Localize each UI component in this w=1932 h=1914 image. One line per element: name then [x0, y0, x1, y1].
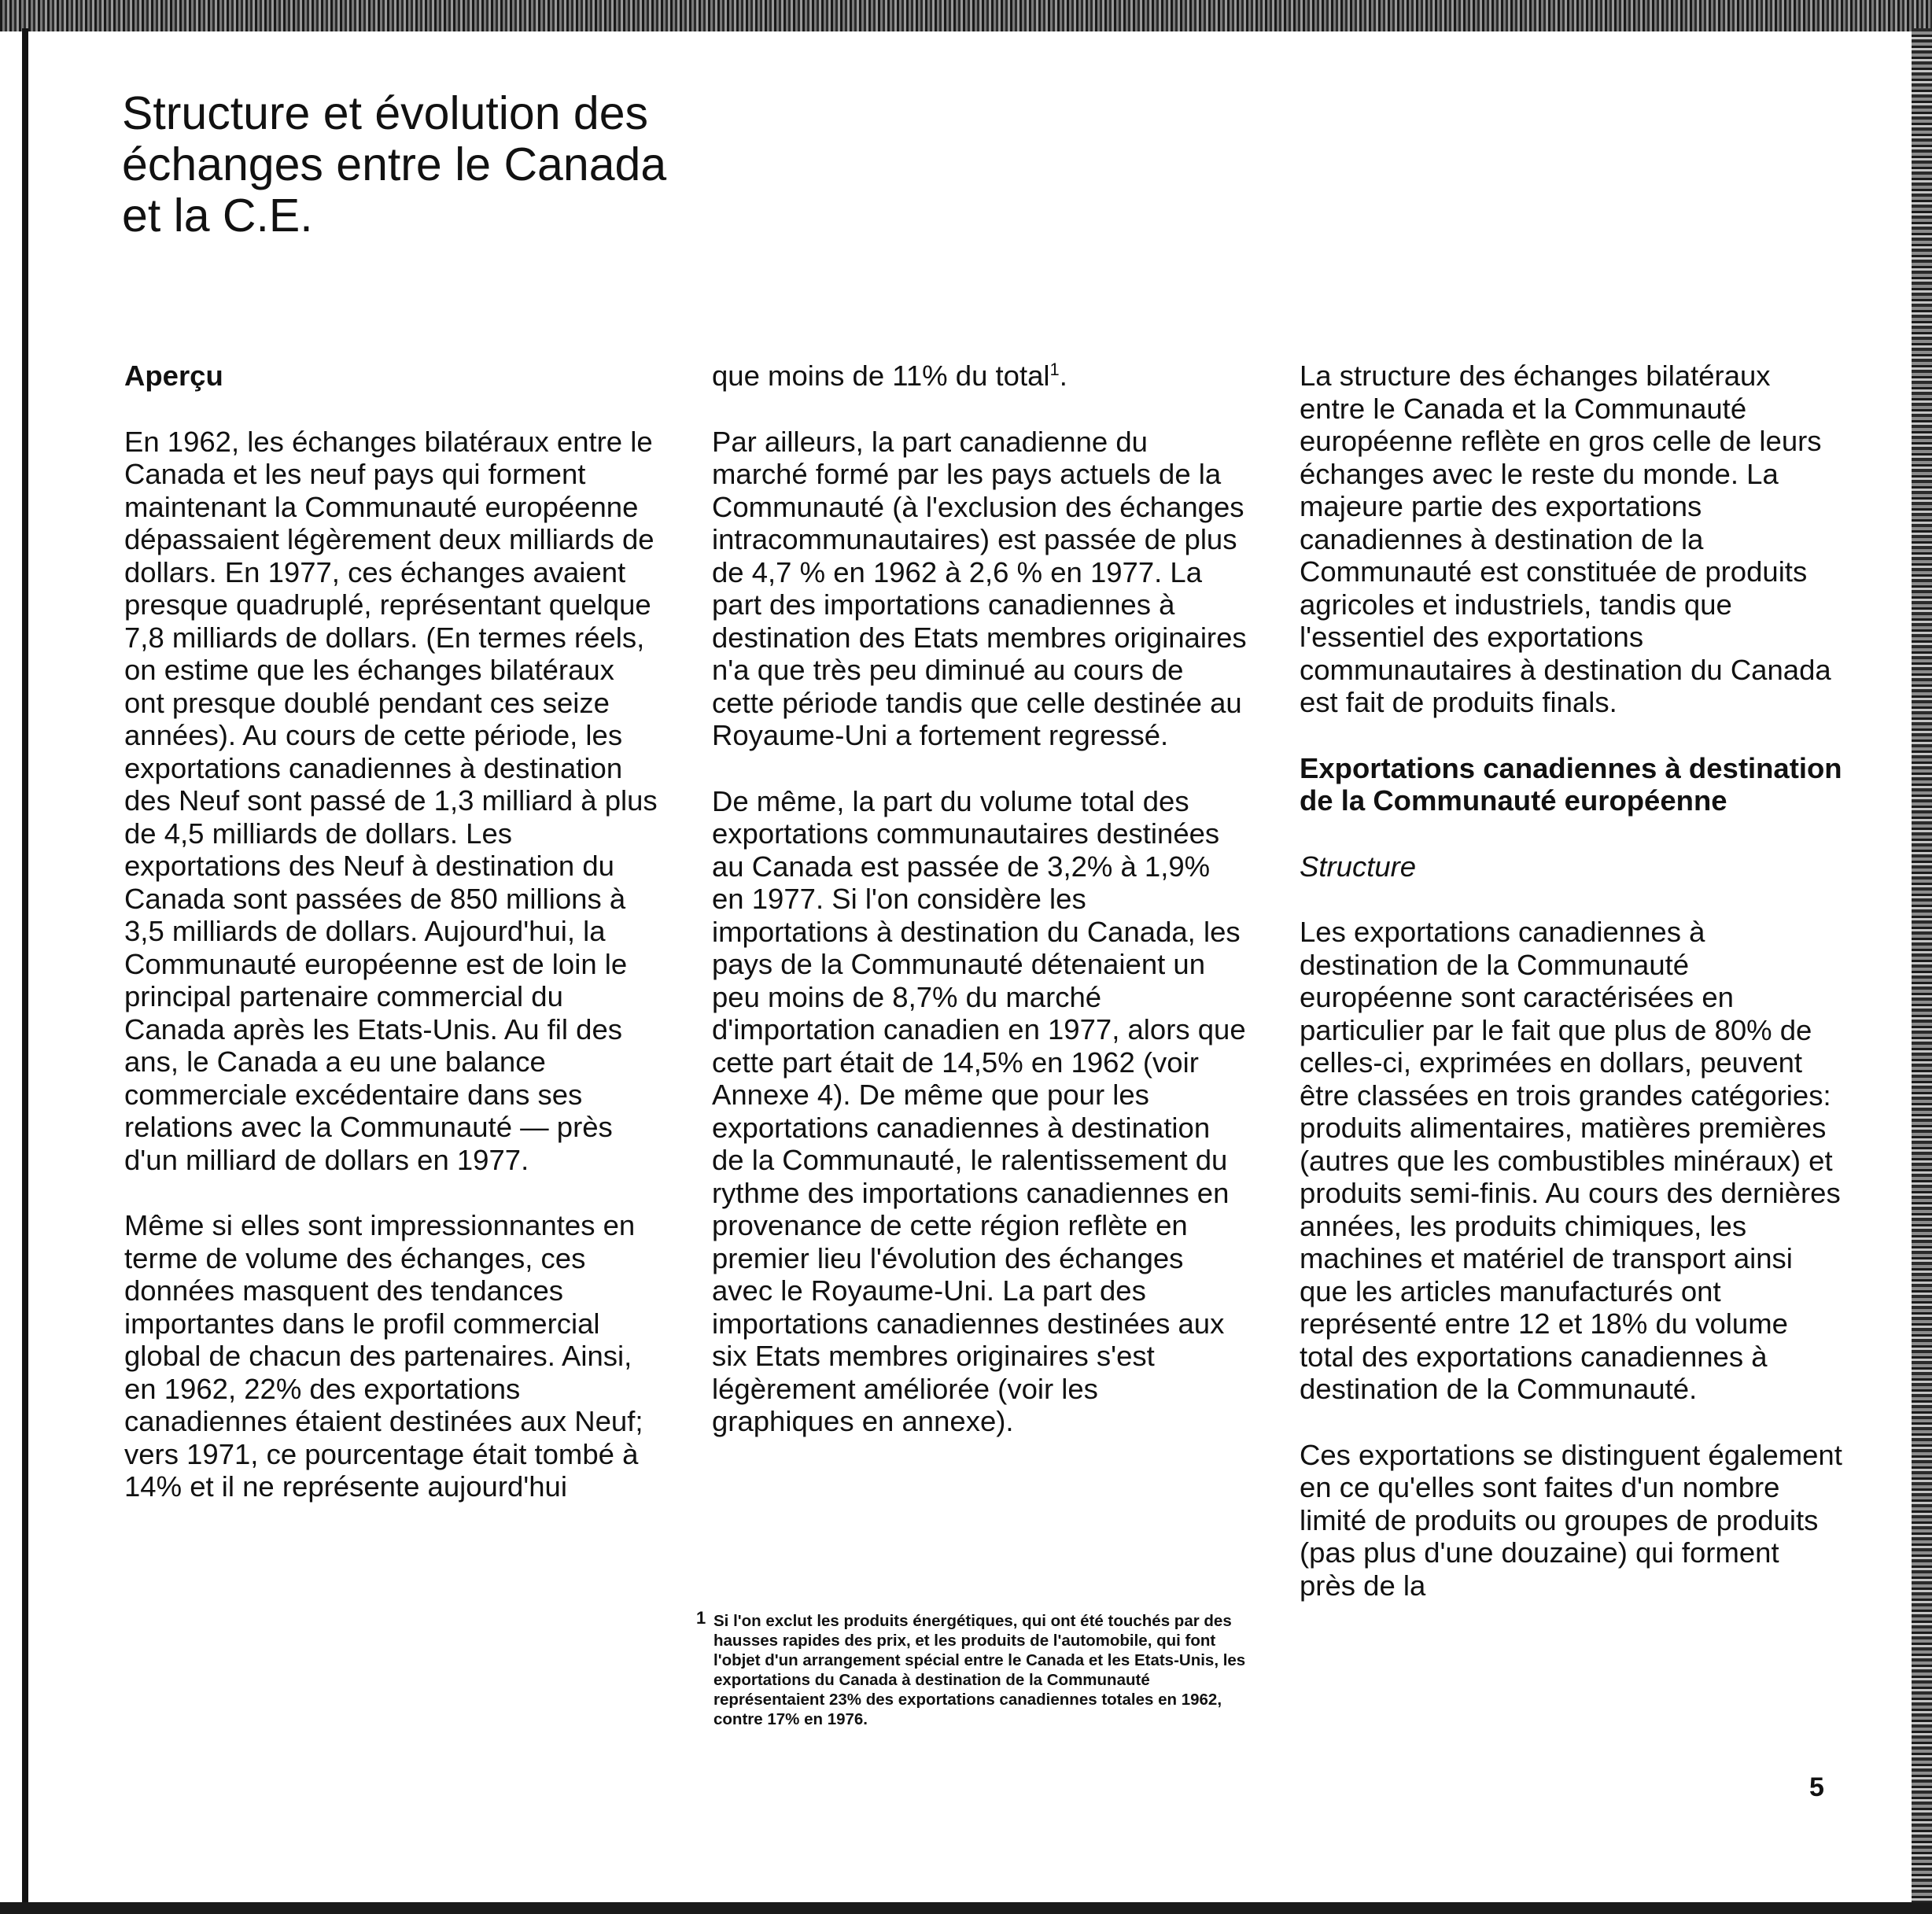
text-column-3	[1300, 360, 1842, 1635]
footnote-marker: 1	[696, 1608, 706, 1628]
footnote-text: Si l'on exclut les produits énergétiques, qui ont été touchés par des hausses rapides des prix, et les produits de l'automobile, qui font l'objet d'un arrangement spécial entre le Canada et les Etats-Unis, les exportations du Canada à destination de la Communauté représentaient 23% des exportations canadiennes totales en 1962, contre 17% en 1976.	[713, 1612, 1246, 1728]
scan-edge-bottom	[0, 1902, 1932, 1914]
paragraph: La structure des échanges bilatéraux entre le Canada et la Communauté européenne reflète en gros celle de leurs échanges avec le reste du monde. La majeure partie des exportations canadiennes à destination de la Communauté est constituée de produits agricoles et industriels, tandis que l'essentiel des exportations communautaires à destination du Canada est fait de produits finals.	[1300, 360, 1831, 718]
footnote-reference: 1	[1049, 359, 1060, 379]
scan-edge-top	[0, 0, 1932, 31]
paragraph: Par ailleurs, la part canadienne du marché formé par les pays actuels de la Communauté (à l'exclusion des échanges intracommunautaires) est passée de plus de 4,7 % en 1962 à 2,6 % en 1977. La part des importations canadiennes à destination des Etats membres originaires n'a que très peu diminué au cours de cette période tandis que celle destinée au Royaume-Uni a fortement regressé.	[712, 425, 1247, 751]
section-heading-apercu: Aperçu	[124, 360, 223, 392]
paragraph: Ces exportations se distinguent également en ce qu'elles sont faites d'un nombre limité de produits ou groupes de produits (pas plus d'une douzaine) qui forment près de la	[1300, 1438, 1842, 1602]
paragraph: Même si elles sont impressionnantes en terme de volume des échanges, ces données masquent des tendances importantes dans le profil commercial global de chacun des partenaires. Ainsi, en 1962, 22% des exportations canadiennes étaient destinées aux Neuf; vers 1971, ce pourcentage était tombé à 14% et il ne représente aujourd'hui	[124, 1209, 643, 1503]
section-heading-exportations: Exportations canadiennes à destination de la Communauté européenne	[1300, 751, 1842, 817]
subheading-structure: Structure	[1300, 850, 1417, 883]
sentence-end: .	[1059, 360, 1067, 392]
text-column-1	[124, 360, 659, 1536]
paragraph-continuation	[712, 360, 1247, 393]
page-number: 5	[1809, 1772, 1824, 1802]
footnote	[696, 1608, 1247, 1729]
paragraph: En 1962, les échanges bilatéraux entre le Canada et les neuf pays qui forment maintenant la Communauté européenne dépassaient légèrement deux milliards de dollars. En 1977, ces échanges avaient presque quadruplé, représentant quelque 7,8 milliards de dollars. (En termes réels, on estime que les échanges bilatéraux ont presque doublé pendant ces seize années). Au cours de cette période, les exportations canadiennes à destination des Neuf sont passé de 1,3 milliard à plus de 4,5 milliards de dollars. Les exportations des Neuf à destination du Canada sont passées de 850 millions à 3,5 milliards de dollars. Aujourd'hui, la Communauté européenne est de loin le principal partenaire commercial du Canada après les Etats-Unis. Au fil des ans, le Canada a eu une balance commerciale excédentaire dans ses relations avec la Communauté — près d'un milliard de dollars en 1977.	[124, 425, 658, 1176]
paragraph: De même, la part du volume total des exportations communautaires destinées au Canada est passée de 3,2% à 1,9% en 1977. Si l'on considère les importations à destination du Canada, les pays de la Communauté détenaient un peu moins de 8,7% du marché d'importation canadien en 1977, alors que cette part était de 14,5% en 1962 (voir Annexe 4). De même que pour les exportations canadiennes à destination de la Communauté, le ralentissement du rythme des importations canadiennes en provenance de cette région reflète en premier lieu l'évolution des échanges avec le Royaume-Uni. La part des importations canadiennes destinées aux six Etats membres originaires s'est légèrement améliorée (voir les graphiques en annexe).	[712, 784, 1246, 1437]
text-column-2	[712, 360, 1247, 1471]
continuation-text: que moins de 11% du total	[712, 360, 1050, 392]
paragraph: Les exportations canadiennes à destination de la Communauté européenne sont caractérisées en particulier par le fait que plus de 80% de celles-ci, exprimées en dollars, peuvent être classées en trois grandes catégories: produits alimentaires, matières premières (autres que les combustibles minéraux) et produits semi-finis. Au cours des dernières années, les produits chimiques, les machines et matériel de transport ainsi que les articles manufacturés ont représenté entre 12 et 18% du volume total des exportations canadiennes à destination de la Communauté.	[1300, 916, 1841, 1405]
scan-edge-left	[22, 28, 28, 1914]
page-title: Structure et évolution des échanges entre le Canada et la C.E.	[122, 87, 667, 242]
scan-edge-right	[1912, 28, 1932, 1914]
